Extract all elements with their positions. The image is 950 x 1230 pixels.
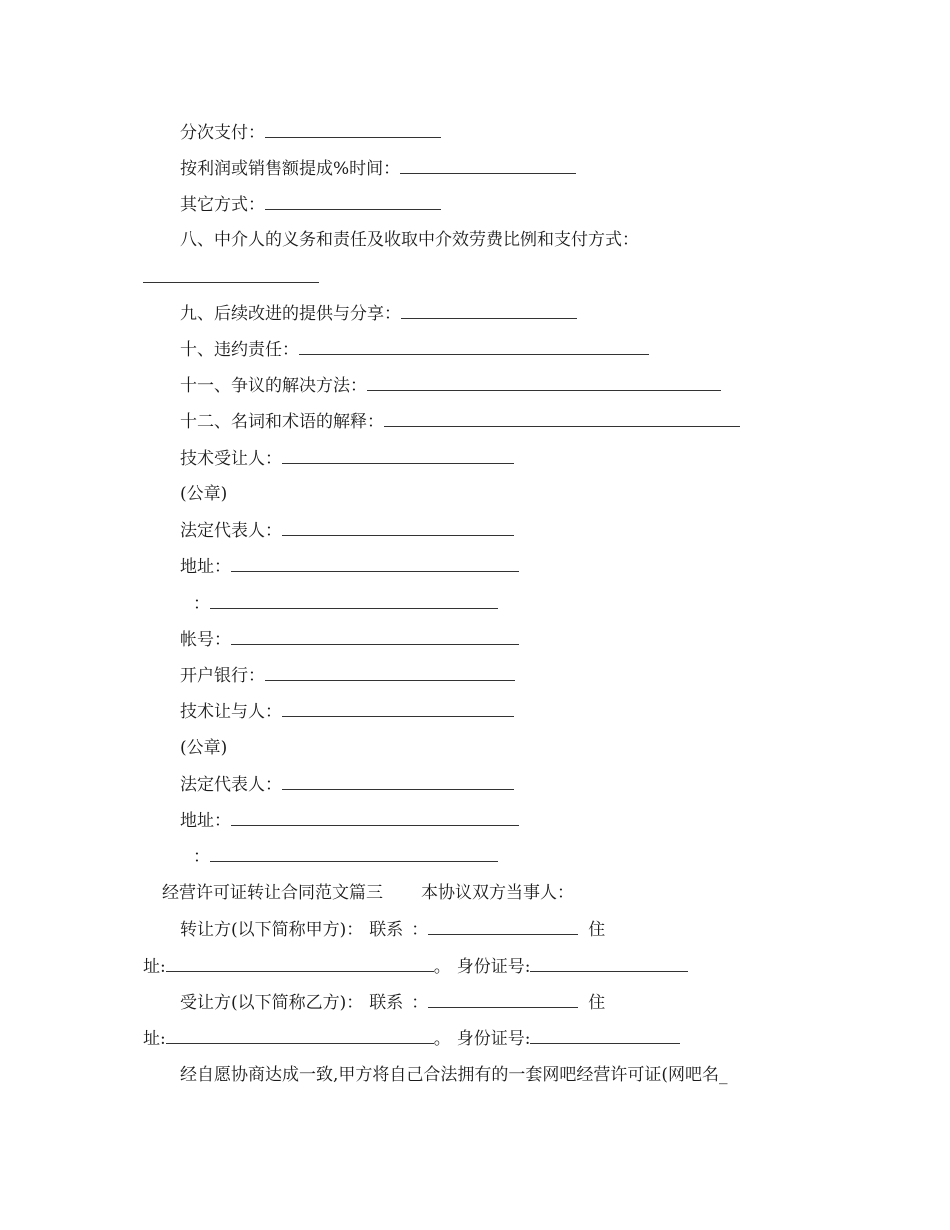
party-a-line bbox=[180, 918, 605, 941]
colon: ： bbox=[411, 920, 429, 940]
label: 分次支付： bbox=[180, 123, 265, 143]
blank-field bbox=[428, 991, 578, 1008]
heading-sub: 本协议双方当事人： bbox=[421, 883, 574, 903]
clause-12-line bbox=[180, 410, 740, 433]
label: 九、后续改进的提供与分享： bbox=[180, 304, 401, 324]
label: 技术受让人： bbox=[180, 449, 282, 469]
address-line bbox=[180, 555, 519, 578]
colon-line-2 bbox=[193, 845, 498, 868]
blank-field bbox=[282, 773, 514, 790]
blank-field bbox=[143, 266, 319, 283]
paragraph-text: 经自愿协商达成一致,甲方将自己合法拥有的一套网吧经营许可证(网吧名_ bbox=[180, 1065, 728, 1085]
clause-8-continuation bbox=[143, 266, 319, 289]
label: (公章) bbox=[180, 738, 228, 758]
label: 受让方(以下简称乙方)： bbox=[180, 993, 364, 1013]
blank-field bbox=[265, 664, 515, 681]
blank-field bbox=[166, 1027, 434, 1044]
address-line-2 bbox=[180, 809, 519, 832]
transferor-line bbox=[180, 700, 514, 723]
colon-line bbox=[193, 592, 498, 615]
label: 法定代表人： bbox=[180, 521, 282, 541]
account-line bbox=[180, 628, 519, 651]
clause-11-line bbox=[180, 374, 721, 397]
id-label: 身份证号: bbox=[456, 957, 531, 977]
blank-field bbox=[282, 700, 514, 717]
other-method-line bbox=[180, 193, 441, 216]
blank-field bbox=[428, 918, 578, 935]
party-a-address-line bbox=[143, 955, 688, 978]
label: 地址： bbox=[180, 811, 231, 831]
residence-label: 住 bbox=[588, 993, 606, 1013]
legal-rep-line bbox=[180, 519, 514, 542]
blank-field bbox=[210, 592, 498, 609]
bank-line bbox=[180, 664, 515, 687]
blank-field bbox=[265, 193, 441, 210]
label: 法定代表人： bbox=[180, 775, 282, 795]
blank-field bbox=[299, 338, 649, 355]
party-b-line bbox=[180, 991, 605, 1014]
id-label: 身份证号: bbox=[456, 1029, 531, 1049]
blank-field bbox=[265, 121, 441, 138]
blank-field bbox=[384, 410, 740, 427]
section-3-heading bbox=[162, 882, 574, 904]
payment-installments-line bbox=[180, 121, 441, 144]
label: ： bbox=[193, 847, 210, 867]
blank-field bbox=[400, 157, 576, 174]
blank-field bbox=[401, 302, 577, 319]
label: 按利润或销售额提成%时间： bbox=[180, 159, 401, 179]
blank-field bbox=[231, 555, 519, 572]
label: 转让方(以下简称甲方)： bbox=[180, 920, 364, 940]
period: 。 bbox=[433, 957, 451, 977]
blank-field bbox=[231, 628, 519, 645]
clause-9-line bbox=[180, 302, 577, 325]
residence-label: 住 bbox=[588, 920, 606, 940]
heading: 经营许可证转让合同范文篇三 bbox=[162, 883, 383, 903]
period: 。 bbox=[433, 1029, 451, 1049]
label: 八、中介人的义务和责任及收取中介效劳费比例和支付方式： bbox=[180, 230, 639, 250]
label: 十、违约责任： bbox=[180, 340, 299, 360]
contact-label: 联系 bbox=[369, 993, 404, 1013]
clause-10-line bbox=[180, 338, 649, 361]
agreement-paragraph bbox=[180, 1064, 728, 1086]
label: 十二、名词和术语的解释： bbox=[180, 412, 384, 432]
contact-label: 联系 bbox=[369, 920, 404, 940]
label: 十一、争议的解决方法： bbox=[180, 376, 367, 396]
blank-field bbox=[282, 519, 514, 536]
label: 其它方式： bbox=[180, 195, 265, 215]
seal-line-2 bbox=[180, 737, 227, 759]
colon: ： bbox=[411, 993, 429, 1013]
label: 技术让与人： bbox=[180, 702, 282, 722]
clause-8-line bbox=[180, 229, 639, 251]
blank-field bbox=[530, 955, 688, 972]
label: (公章) bbox=[180, 484, 228, 504]
blank-field bbox=[282, 447, 514, 464]
label: 地址： bbox=[180, 557, 231, 577]
transferee-line bbox=[180, 447, 514, 470]
label: 址: bbox=[143, 1029, 166, 1049]
party-b-address-line bbox=[143, 1027, 680, 1050]
blank-field bbox=[166, 955, 434, 972]
seal-line bbox=[180, 483, 227, 505]
label: 址: bbox=[143, 957, 166, 977]
blank-field bbox=[530, 1027, 680, 1044]
label: 帐号： bbox=[180, 630, 231, 650]
profit-commission-line bbox=[180, 157, 576, 180]
blank-field bbox=[210, 845, 498, 862]
legal-rep-line-2 bbox=[180, 773, 514, 796]
label: ： bbox=[193, 594, 210, 614]
blank-field bbox=[231, 809, 519, 826]
label: 开户银行： bbox=[180, 666, 265, 686]
blank-field bbox=[367, 374, 721, 391]
